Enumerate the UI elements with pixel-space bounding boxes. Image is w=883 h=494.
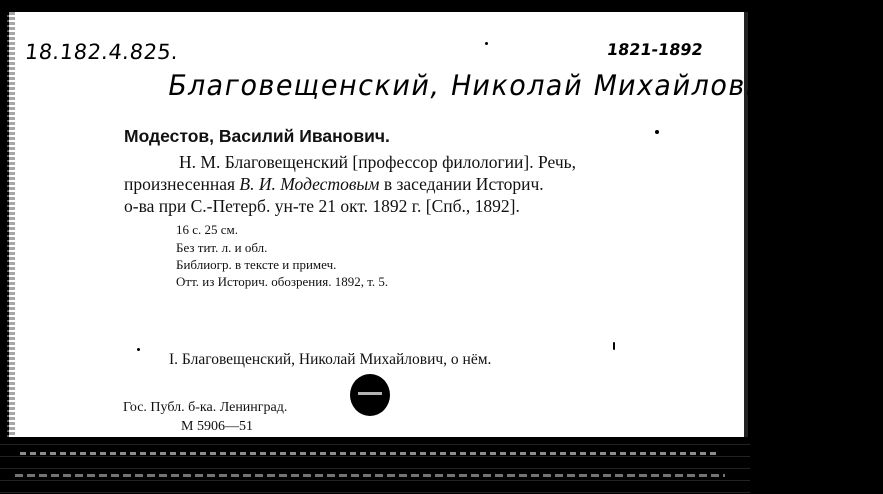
- punch-hole: [350, 374, 390, 416]
- collation-note-1: Без тит. л. и обл.: [176, 240, 268, 255]
- speck: [655, 130, 659, 134]
- collation-pages: 16 с. 25 см.: [176, 222, 239, 237]
- handwritten-call-number: 18.182.4.825.: [23, 40, 180, 64]
- title-line-2-end: в заседании Историч.: [379, 174, 544, 194]
- title-line-1: Н. М. Благовещенский [профессор филологии]. Речь,: [179, 152, 576, 172]
- title-line-3: о-ва при С.-Петерб. ун-те 21 окт. 1892 г. [Спб., 1892].: [124, 196, 520, 216]
- scanner-edge-band: [0, 438, 750, 494]
- speck: [613, 342, 615, 350]
- title-line-2: [124, 174, 544, 195]
- catalog-card: [4, 12, 883, 437]
- title-line-2-italic: В. И. Модестовым: [239, 174, 380, 194]
- speck: [485, 42, 488, 45]
- handwritten-subject-heading: Благовещенский, Николай Михайлович о нём: [165, 70, 883, 103]
- collation-note-2: Библиогр. в тексте и примеч.: [176, 257, 337, 272]
- subject-tracing: I. Благовещенский, Николай Михайлович, о нём.: [169, 351, 492, 368]
- title-line-2-start: произнесенная: [124, 174, 240, 194]
- author-heading: Модестов, Василий Иванович.: [124, 126, 390, 146]
- shelfmark: М 5906—51: [181, 419, 253, 434]
- library-name: Гос. Публ. б-ка. Ленинград.: [123, 400, 288, 415]
- collation-note-3: Отт. из Историч. обозрения. 1892, т. 5.: [176, 274, 389, 289]
- speck: [137, 348, 140, 351]
- handwritten-years: 1821-1892: [605, 40, 705, 59]
